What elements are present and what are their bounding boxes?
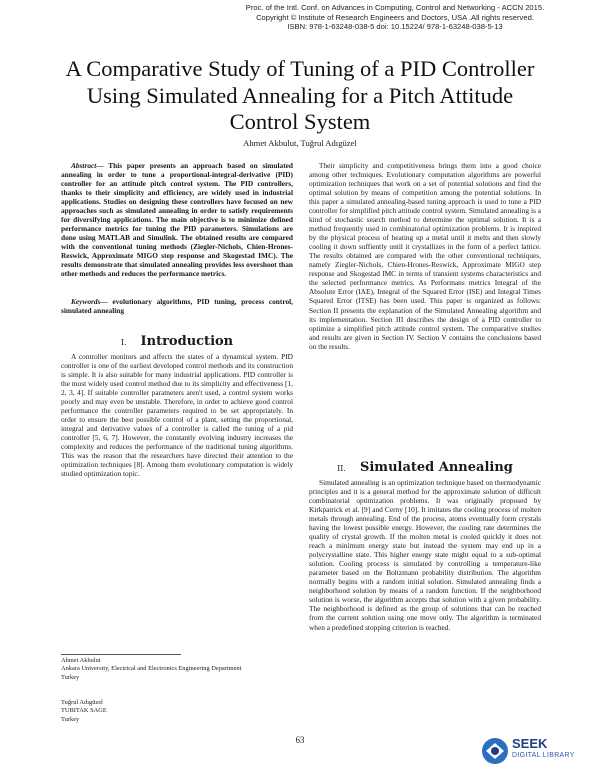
header-line-3: ISBN: 978-1-63248-038-5 doi: 10.15224/ 978-1-63248-038-5-13 — [287, 22, 503, 32]
keywords-text: evolutionary algorithms, PID tuning, process control, simulated annealing — [61, 297, 293, 316]
section-2-paragraph: Simulated annealing is an optimization technique based on thermodynamic principles and it is a general method for the approximate solution of difficult combinatorial optimization problems. It was originally proposed by Kirkpatrick et al. [9] and Cerny [10]. It imitates the cooling process of molten metals through annealing. End of the process, atoms eventually form crystals having the lowest possible energy. However, the cooling rate determines the quality of crystal growth. If the molten metal is cooled quickly it does not reach a minimum energy state but instead the system may end up in a polycrystalline state. This higher energy state might equal to a sub-optimal solution. Cooling process is simulated by controlling a temperature-like parameter based on the Boltzmann probability distribution. The algorithm normally begins with a random initial solution. Simulated annealing finds a neighborhood solution by means of a random function. If the neighborhood solution is worse, the algorithm accepts that solution with a given probability. The neighborhood is defined as the group of solutions that can be reached from the current solution using one move only. The algorithm is terminated when a predefined stopping criterion is reached. — [309, 478, 541, 632]
logo-subtitle: DIGITAL LIBRARY — [512, 752, 575, 759]
header-line-2: Copyright © Institute of Research Engineers and Doctors, USA .All rights reserved. — [256, 12, 534, 22]
page-number: 63 — [295, 735, 305, 745]
introduction-continued — [309, 161, 541, 351]
section-1-title: Introduction — [140, 334, 234, 349]
section-1-paragraph: A controller monitors and affects the states of a dynamical system. PID controller is one of the earliest developed control methods and its construction is simple. It is also suitable for many industrial applications. PID controller is the most widely used control method due to its simplicity and effectiveness [1, 2, 3, 4]. If suitable controller parameters aren't used, a control system works poorly and may even be unstable. Therefore, in order to achieve good control performance the controller parameters required to be set appropriately. In order to ensure the best possible control of a plant, setting the proportional, integral and derivative values of a controller is called the tuning of a pid controller [5, 6, 7]. However, the constantly evolving industry increases the complexity and reduces the performance of the traditional tuning algorithms. This was the reason that the researchers have directed their attention to the optimization techniques [8]. Among them evolutionary computation is widely studied optimization topic. — [61, 352, 293, 479]
footnote-author-1-country: Turkey — [61, 673, 80, 681]
introduction-continued-paragraph: Their simplicity and competitiveness brings them into a good choice among other techniques. Evolutionary computation algorithms are powerful optimization techniques that work on a set of potential solutions and find the optimal solution by means of competition among the potential solutions. In this paper a simulated annealing-based tuning approach is used to tune a PID controller for simplified pitch attitude control system. Simulated annealing is a kind of stochastic search method to determine the optimal solution. It is a method frequently used in combinatorial optimization problems. It is inspired by the physical process of heating up a metal until it melts and then slowly cooling it down suffiently until it crystallizes in the form of a perfect lattice. The results obtained are compared with the other conventional techniques, namely Ziegler-Nichols, Chien-Hrones-Reswick, Approximate MIGO step response and Skogestad IMC in terms of transient systems characteristics and the selected performance metrics. As Performans metrics Integral of the Absolute Error (IAE), Integral of the Squared Error (ISE) and Integral Times Squared Error (ITSE) has been used. This paper is organized as follows: Section II presents the explanation of the Simulated Annealing algorithm and its implementation. Section III describes the design of a PID controller to optimize a simplified pitch attitude control system. The comparative studies and results are given in Section IV. Section V contains the conclusions based on the results. — [309, 161, 541, 351]
footnote-author-1 — [61, 657, 293, 682]
abstract — [61, 161, 293, 278]
section-1-number: I. — [120, 338, 127, 347]
seek-logo-icon — [480, 733, 510, 769]
section-2-number: II. — [337, 464, 346, 473]
section-2-title: Simulated Annealing — [359, 460, 513, 475]
section-2-body — [309, 478, 541, 632]
paper-title — [20, 56, 580, 136]
keywords — [61, 297, 293, 315]
title-line-3: Control System — [229, 109, 371, 134]
abstract-text: This paper presents an approach based on simulated annealing in order to tune a proportional-integral-derivative (PID) controller for an attitude pitch control system. The PID controllers, thanks to their simplicity and efficiency, are widely used in industrial applications. Studies on designing these controllers have focused on new approaches such as simulated annealing in order to satisfy requirements for diversifying applications. The main objective is to minimize defined performance metrics for tuning the PID parameters. Simulations are done using MATLAB and Simulink. The obtained results are compared with the conventional tuning methods (Ziegler-Nichols, Chien-Hrones-Reswick, Approximate MIGO step response and Skogestad IMC). The results demonstrate that simulated annealing provides less overshoot than other methods and reduces the performance metrics. — [61, 161, 293, 279]
section-1-body — [61, 352, 293, 478]
header-line-1: Proc. of the Intl. Conf. on Advances in Computing, Control and Networking - ACCN 2015. — [245, 3, 545, 12]
title-line-2: Using Simulated Annealing for a Pitch Attitude — [86, 82, 514, 108]
abstract-label: Abstract— — [71, 161, 104, 170]
footnote-author-2-country: Turkey — [61, 715, 80, 723]
footnote-author-1-name: Ahmet Akbulut — [61, 657, 101, 664]
keywords-label: Keywords— — [71, 297, 108, 306]
logo-name: SEEK — [512, 736, 548, 751]
section-2-heading — [309, 459, 541, 475]
title-line-1: A Comparative Study of Tuning of a PID Controller — [65, 56, 535, 81]
footnote-author-1-affiliation: Ankara University, Electrical and Electronics Engineering Department — [61, 665, 242, 673]
footnote-divider — [61, 654, 181, 655]
footnote-author-2 — [61, 699, 293, 724]
footnote-author-2-name: Tuğrul Adıgüzel — [61, 699, 103, 706]
author-list: Ahmet Akbulut, Tuğrul Adıgüzel — [243, 138, 357, 148]
section-1-heading — [61, 333, 293, 349]
proceedings-header — [200, 3, 590, 32]
footnote-author-2-affiliation: TUBITAK SAGE — [61, 707, 107, 715]
